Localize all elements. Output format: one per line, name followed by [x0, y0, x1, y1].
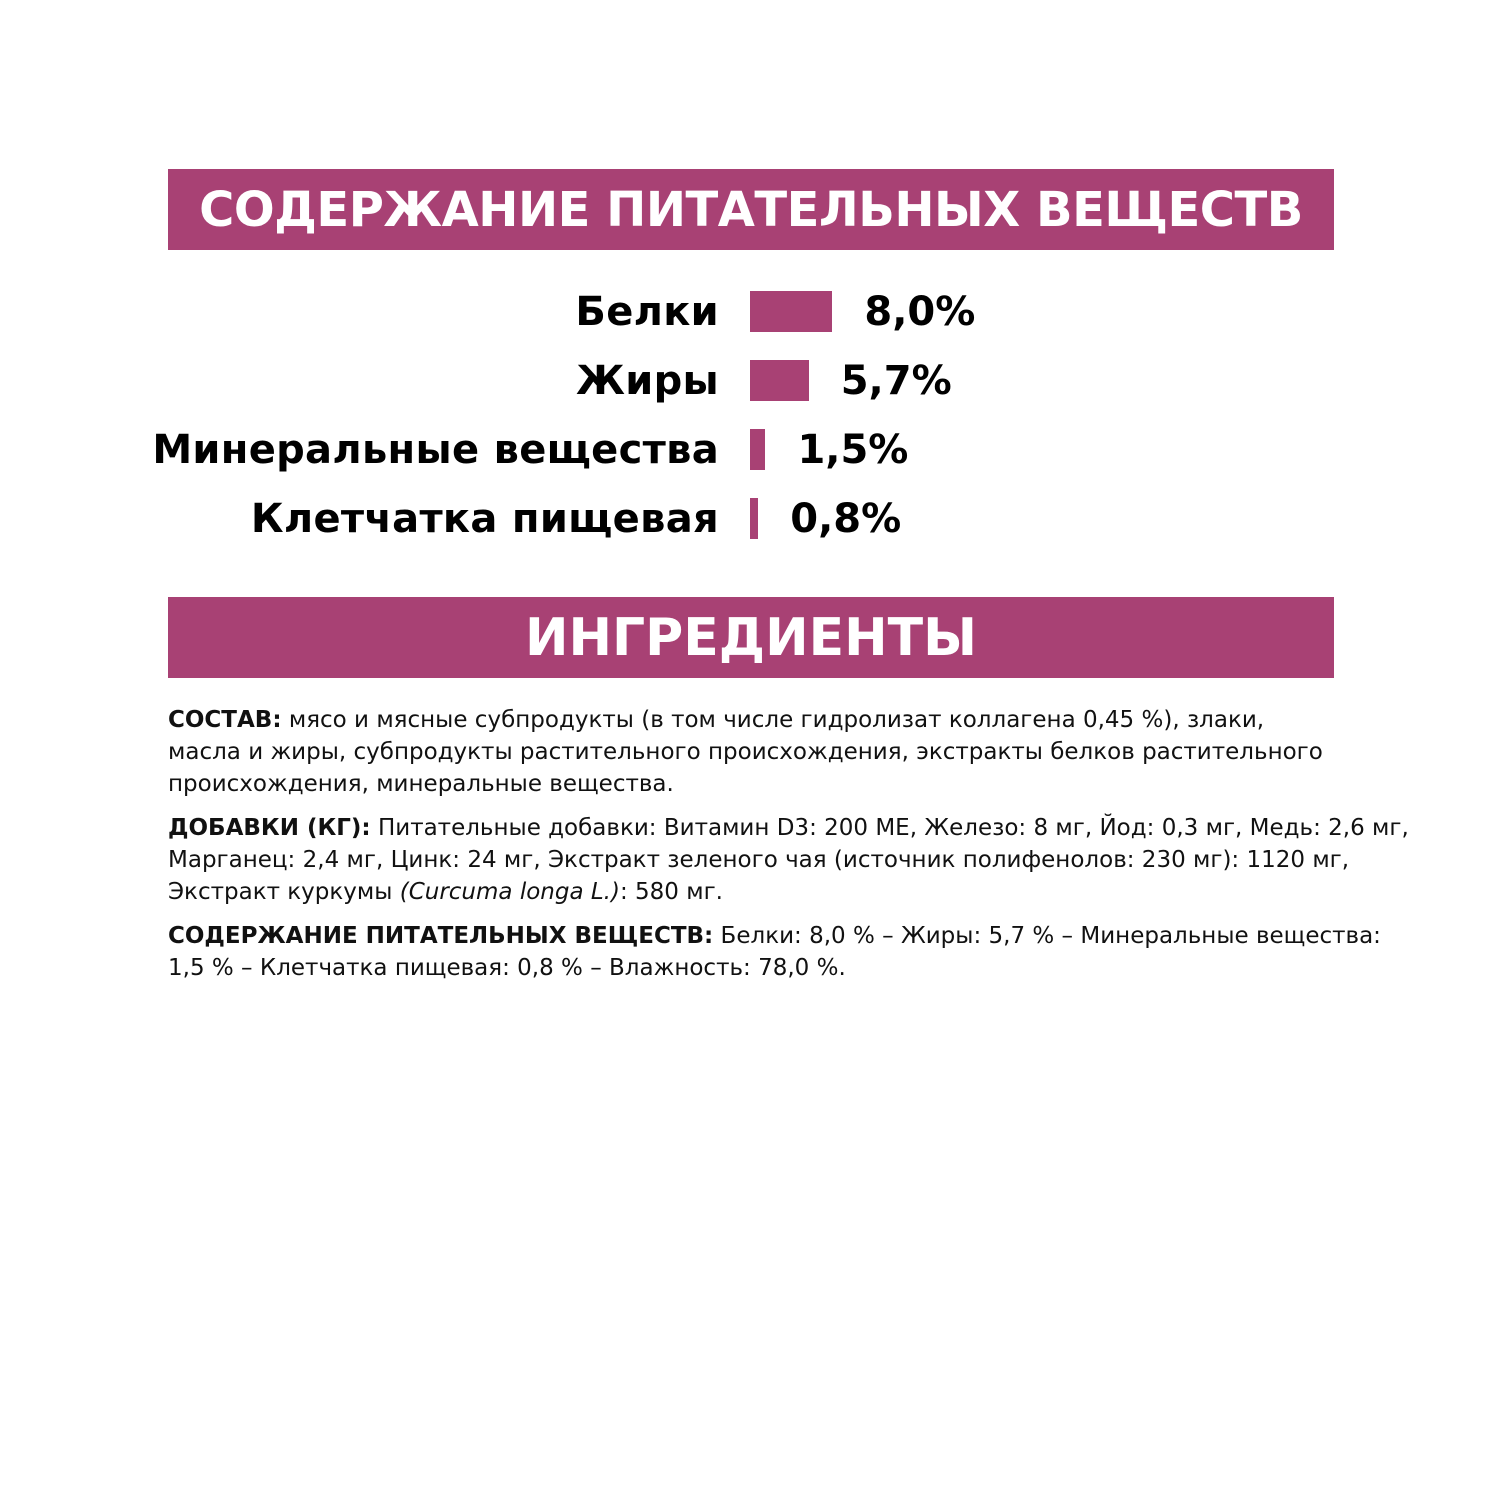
- composition-line: [168, 704, 1338, 736]
- composition-line: масла и жиры, субпродукты растительного происхождения, экстракты белков растительного: [168, 739, 1323, 765]
- nutrient-row-fat: [0, 351, 1500, 411]
- additives-text: Питательные добавки: Витамин D3: 200 МЕ, Железо: 8 мг, Йод: 0,3 мг, Медь: 2,6 мг,: [370, 815, 1409, 841]
- additives-label: ДОБАВКИ (КГ):: [168, 815, 371, 841]
- nutrient-content-label: СОДЕРЖАНИЕ ПИТАТЕЛЬНЫХ ВЕЩЕСТВ:: [168, 923, 714, 949]
- nutrient-label: Жиры: [576, 358, 719, 404]
- additives-text: Экстракт куркумы: [168, 879, 400, 905]
- nutrient-value: 5,7%: [840, 358, 952, 404]
- nutrient-row-fiber: [0, 489, 1500, 549]
- latin-name: (Curcuma longa L.): [399, 879, 620, 905]
- nutrient-content-text: Белки: 8,0 % – Жиры: 5,7 % – Минеральные вещества:: [713, 923, 1381, 949]
- nutrient-bar: [750, 429, 765, 470]
- nutrient-value: 1,5%: [797, 427, 909, 473]
- nutrient-bar: [750, 360, 809, 401]
- nutrient-bar: [750, 291, 832, 332]
- nutrient-label: Клетчатка пищевая: [250, 496, 719, 542]
- nutrient-row-protein: [0, 282, 1500, 342]
- nutrient-bar: [750, 498, 758, 539]
- additives-line: [168, 876, 1338, 908]
- nutrient-label: Белки: [575, 289, 719, 335]
- nutrient-label: Минеральные вещества: [152, 427, 719, 473]
- composition-text: мясо и мясные субпродукты (в том числе гидролизат коллагена 0,45 %), злаки,: [281, 707, 1265, 733]
- nutrient-content-paragraph: [168, 920, 1381, 984]
- ingredients-text: [168, 704, 1409, 996]
- nutrient-row-minerals: [0, 420, 1500, 480]
- ingredients-banner: ИНГРЕДИЕНТЫ: [168, 597, 1334, 678]
- additives-text: : 580 мг.: [619, 879, 723, 905]
- additives-line: Марганец: 2,4 мг, Цинк: 24 мг, Экстракт зеленого чая (источник полифенолов: 230 мг): 1120 мг,: [168, 847, 1350, 873]
- composition-paragraph: [168, 704, 1338, 800]
- composition-line: происхождения, минеральные вещества.: [168, 771, 674, 797]
- nutrient-content-line: 1,5 % – Клетчатка пищевая: 0,8 % – Влажность: 78,0 %.: [168, 955, 846, 981]
- nutrient-content-line: [168, 920, 1381, 952]
- composition-label: СОСТАВ:: [168, 707, 282, 733]
- nutrient-value: 0,8%: [790, 496, 902, 542]
- additives-line: [168, 812, 1409, 844]
- additives-paragraph: [168, 812, 1409, 908]
- nutrient-value: 8,0%: [864, 289, 976, 335]
- nutrients-banner: СОДЕРЖАНИЕ ПИТАТЕЛЬНЫХ ВЕЩЕСТВ: [168, 169, 1334, 250]
